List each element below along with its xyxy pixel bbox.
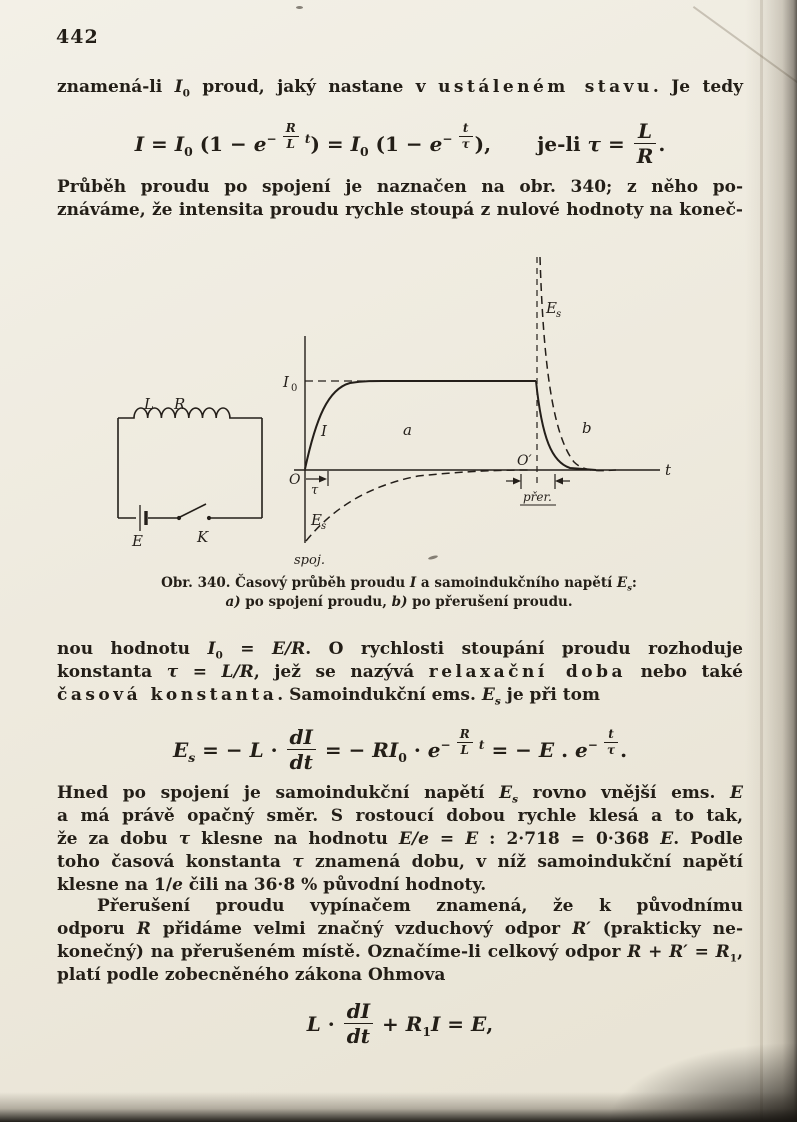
prer-arrowhead-right (555, 478, 563, 485)
emf-label: E (132, 532, 143, 550)
circuit-labels (131, 395, 209, 550)
text-line: Průběh proudu po spojení je naznačen na obr. 340; z něho po- (57, 177, 743, 197)
page-corner-shadow (607, 1042, 797, 1122)
text-line: odporu R přidáme velmi značný vzduchový odpor R′ (prakticky ne- (57, 919, 743, 939)
es-prer-label: E (546, 299, 557, 317)
switch-lever (180, 504, 206, 517)
prer-label: přer. (523, 490, 552, 504)
text-line: znamená-li $I_0$ proud, jaký nastane v ustáleném stavu. Je tedy (57, 77, 743, 100)
text-line: nou hodnotu $I_0 = E/R$. O rychlosti stoupání proudu rozhoduje (57, 639, 743, 662)
text-line: Přerušení proudu vypínačem znamená, že k původnímu (97, 896, 743, 916)
caption-line: Obr. 340. Časový průběh proudu I a samoindukčního napětí $E_s$: (161, 575, 637, 593)
page-edge-crease (760, 0, 763, 1122)
text-line: konstanta τ = L/R, jež se nazývá relaxační doba nebo také (57, 662, 743, 682)
resistance-label: R (174, 395, 186, 413)
text-line: Hned po spojení je samoindukční napětí $E_s$ rovno vnější ems. E (57, 783, 743, 806)
formula-current-rise: $I = I_0$ $(1 - e^{- \frac{R}{L} t}) = I_0$ ($1 - e^{- \frac{t}{\tau}}$ ), je-li τ = $\frac{L}{R}$ . (134, 119, 666, 168)
paragraph-decay (57, 782, 743, 897)
paragraph-interruption (57, 895, 743, 987)
caption-line: a) po spojení proudu, b) po přerušení proudu. (225, 594, 573, 610)
text-line: znáváme, že intensita proudu rychle stoupá z nulové hodnoty na koneč- (57, 200, 743, 220)
switch-contact-right (207, 516, 211, 520)
figure-340 (78, 243, 738, 573)
formula-ohm-generalized: L · $\frac{dI}{dt}$ + $R_1I = E$, (306, 999, 494, 1048)
curve-b-label: b (582, 419, 592, 437)
graph (294, 257, 660, 543)
figure-caption (99, 574, 699, 612)
es-dashed-curve-spoj (306, 470, 530, 541)
text-line: a má právě opačný směr. S rostoucí dobou rychle klesá a to tak, (57, 806, 743, 826)
text-line: časová konstanta. Samoindukční ems. $E_s$ je při tom (57, 685, 600, 708)
page-number: 442 (56, 26, 99, 48)
text-line: platí podle zobecněného zákona Ohmova (57, 965, 446, 985)
time-axis-label: t (665, 461, 672, 479)
tau-arrowhead (319, 476, 327, 483)
text-line: že za dobu τ klesne na hodnotu E/e = E : 2·718 = 0·368 E. Podle (57, 829, 743, 849)
page-edge-shadow-right (745, 0, 797, 1122)
es-dashed-curve-prer (540, 257, 616, 471)
prer-arrowhead-left (513, 478, 521, 485)
paragraph-intro (57, 76, 743, 99)
spoj-label: spoj. (294, 553, 325, 568)
origin-prime-label: O′ (517, 453, 532, 469)
tau-label: τ (311, 483, 319, 498)
paragraph-constant (57, 638, 743, 707)
text-line: toho časová konstanta τ znamená dobu, v níž samoindukční napětí (57, 852, 743, 872)
es-prer-sub: s (556, 309, 562, 320)
current-curve-a (305, 381, 536, 469)
text-line: klesne na 1/e čili na 36·8 % původní hodnoty. (57, 875, 487, 895)
page-edge-shadow-bottom (0, 1092, 797, 1122)
formula-self-induction: $E_s$ = − L · $\frac{dI}{dt}$ = − $RI_0 \cdot e^{- \frac{R}{L} t}$ = − E . $e^{- \frac{t}{\tau}}$ . (172, 725, 628, 774)
graph-labels (282, 299, 672, 568)
switch-label: K (197, 528, 209, 546)
i0-level-label: I (283, 373, 289, 391)
paragraph-rise (57, 176, 743, 222)
inductance-label: L (144, 395, 154, 413)
origin-label: O (289, 472, 301, 488)
i0-level-sub: 0 (291, 383, 298, 394)
es-spoj-label: E (311, 511, 322, 529)
scan-speck (296, 6, 303, 9)
circuit-diagram (118, 408, 262, 531)
es-spoj-sub: s (321, 521, 327, 532)
circuit-top-wire-and-coil (118, 408, 262, 418)
curve-a-label: a (403, 421, 412, 439)
text-line: konečný) na přerušeném místě. Označíme-li celkový odpor $R + R' = R_1$, (57, 942, 743, 965)
current-label: I (321, 422, 327, 440)
